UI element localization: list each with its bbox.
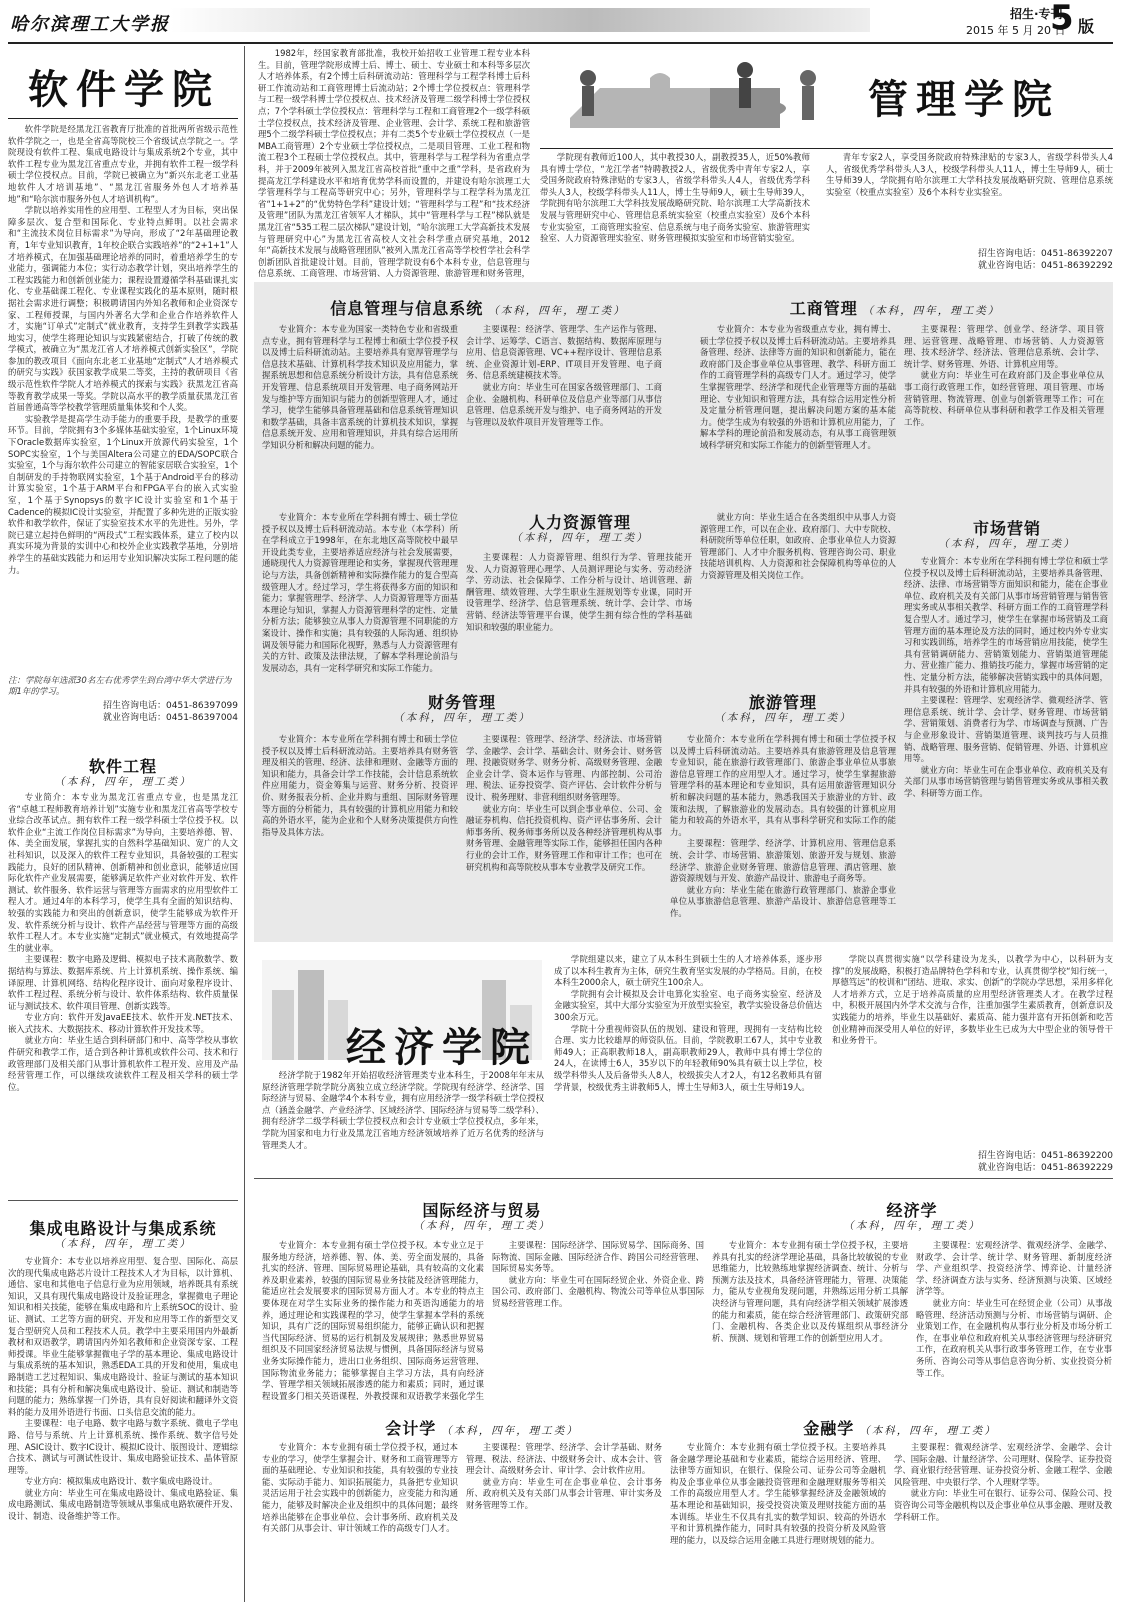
- se-paragraph: 专业方向：软件开发JavaEE技术、软件开发.NET技术、嵌入式技术、大数据技术、移动计算软件开发技术等。: [8, 1012, 238, 1034]
- accounting-body-2: [466, 1442, 662, 1598]
- economics-admission-phone: 招生咨询电话：0451-86392200: [978, 1151, 1113, 1161]
- finance-mgmt-body-2: [466, 734, 662, 938]
- software-college-intro: [8, 124, 238, 672]
- software-paragraph: 实验教学是提高学生动手能力的重要手段，是教学的重要环节。目前，学院拥有3个多媒体基础实验室，1个Linux环境下Oracle数据库实验室，1个Linux开放源代码实验室，1个SOPC实验室，1个与美国Altera公司建立的EDA/SOPC联合实验室，1个与海尔软件公司建立的智能家居联合实验室，1个自制研发的手持物联网实验室，1个基于Android平台的移动计算实验室，1个基于ARM平台和FPGA平台的嵌入式实验室，1个基于Synopsys的数字IC设计实验室和1个基于Cadence的模拟IC设计实验室，并配置了多种先进的正版实验软件和教学软件，保证了实验室技术水平的先进性。另外，学院已建立起持色鲜明的“两段式”工程实践体系，建立了校内以真实环境为背景的实训中心和校外企业实践教学基地，分别培养学生的基础实践能力和运用专业知识解决实际工程问题的能力。: [8, 413, 238, 575]
- hr-mgmt-body-2: [466, 552, 692, 676]
- accounting-title: 会计学: [385, 1419, 437, 1438]
- ic-design-subtitle: （本科，四年，理工类）: [54, 1238, 192, 1250]
- hr-mgmt-paragraph: 专业简介：本专业所在学科拥有博士、硕士学位授予权以及博士后科研流动站。本专业（本学科）所在学科成立于1998年，在东北地区高等院校中最早开设此类专业，主要培养适应经济与社会发展需要，通晓现代人力资源管理理论和实务，掌握现代管理理论与方法，具备创新精神和实际操作能力的复合型高级管理人才。经过学习，学生将获得多方面的知识和能力；掌握管理学、经济学、人力资源管理等方面基本理论与知识，掌握人力资源管理科学的定性、定量分析方法；能够独立从事人力资源管理不同职能的方案设计、操作和实施；具有较强的人际沟通、组织协调及领导能力和国际化视野，熟悉与人力资源管理有关的方针、政策及法律法规，了解本学科理论前沿与发展动态，具有一定科学研究和实际工作能力。: [262, 512, 458, 673]
- management-college-title: 管理学院: [868, 76, 1060, 123]
- ic-design-body: [8, 1256, 238, 1600]
- finance-mgmt-body-1: [262, 734, 458, 938]
- business-admin-body-1: [700, 324, 896, 482]
- management-intro-paragraph: 1982年，经国家教育部批准，我校开始招收工业管理工程专业本科生。目前，管理学院形成博士后、博士、硕士、专业硕士和本科等多层次人才培养体系，有2个博士后科研流动站：管理科学与工程学科博士后科研工作流动站和工商管理博士后流动站；2个博士学位授权点：管理科学与工程一级学科博士学位授权点、技术经济及管理二级学科博士学位授权点；7个学科硕士学位授权点：管理科学与工程和工商管理2个一级学科硕士学位授权点，技术经济及管理、企业管理、会计学、系统工程和旅游管理5个二级学科硕士学位授权点；并有二类5个专业硕士学位授权点（一是MBA工商管理）2个专业硕士学位授权点，二是项目管理、工业工程和物流工程3个工程硕士学位授权点。其中，管理科学与工程学科为省重点学科，并于2009年被列入黑龙江省高校首批“重中之重”学科，是省政府为提高龙江学科建设水平和培育优势学科而设置的，并建设有哈尔滨理工大学管理科学与工程高等研究中心；另外，管理科学与工程学科为黑龙江省“1+1+2”的“优势特色学科”建设计划；“管理科学与工程”和“技术经济及管理”团队为黑龙江省领军人才梯队，其中“管理科学与工程”梯队就是黑龙江省“535工程二层次梯队”建设计划，“哈尔滨理工大学高新技术发展与管理研究中心”为黑龙江省高校人文社会科学重点研究基地，2012年“高新技术发展与战略管理团队”被列入黑龙江省高等学校哲学社会科学创新团队首批建设计划。目前，管理学院设有6个本科专业，信息管理与信息系统、工商管理、市场营销、人力资源管理、旅游管理和财务管理，: [258, 48, 530, 278]
- info-mgmt-body-2: [466, 324, 662, 482]
- finance-paragraph: 专业简介：本专业拥有硕士学位授予权。主要培养具备金融学理论基础和专业素质，能综合运用经济、管理、法律等方面知识，在银行、保险公司、证券公司等金融机构及企事业单位从事金融投资管理和金融理财服务等相关工作的高级应用型人才。学生能够掌握经济及金融领域的基本理论和基础知识，接受投资决策及理财技能方面的基本训练。毕业生不仅具有扎实的数学知识、较高的外语水平和计算机操作能力，同时具有较强的投资分析及风险管理的能力，以及综合运用金融工具进行理财规划的能力。: [670, 1442, 886, 1545]
- marketing-paragraph: 就业方向：毕业生可在企事业单位、政府机关及有关部门从事市场营销管理与销售管理实务或从事相关教学、科研等方面工作。: [904, 764, 1108, 798]
- ic-design-title: 集成电路设计与集成系统: [29, 1219, 217, 1238]
- tourism-mgmt-title: 旅游管理: [748, 693, 817, 712]
- accounting-paragraph: 主要课程：管理学、经济学、会计学基础、财务管理、税法、经济法、中级财务会计、成本会计、管理会计、高级财务会计、审计学、会计软件应用。: [466, 1442, 662, 1476]
- economics-major-paragraph: 就业方向：毕业生可在经贸企业（公司）从事战略管理、经济活动预测与分析、市场营销与调研、企业策划工作，在金融机构从事行业分析及市场分析工作，在事业单位和政府机关从事经济管理与经济研究工作，在政府机关从事行政事务管理工作，在专业事务所、咨询公司等从事信息咨询分析、实业投资分析等工作。: [916, 1297, 1112, 1378]
- se-paragraph: 专业简介：本专业为黑龙江省重点专业，也是黑龙江省“卓越工程师教育培养计划”实施专业和黑龙江省高等学校专业综合改革试点。拥有软件工程一级学科硕士学位授予权。以软件企业“主流工作岗位目标需求”为导向，主要培养德、智、体、美全面发展，掌握扎实的自然科学基础知识、宽广的人文社科知识，以及深入的软件工程专业知识，具备较强的工程实践能力，良好的团队精神、创新精神和创业意识，能够适应国际化软件产业发展需要，能够满足软件产业对软件开发、软件测试、软件服务、软件运营与管理等方面需求的应用型软件工程人才。通过4年的本科学习，使学生具有全面的知识结构、较强的实践能力和突出的创新意识，使学生能够成为软件开发、软件系统分析与设计、软件产品经营与管理等方面的高级软件工程人才。本专业实施“定制式”就业模式，有效地提高学生的就业率。: [8, 792, 238, 953]
- economics-intro-col2: [554, 954, 822, 1174]
- intl-trade-paragraph: 专业简介：本专业拥有硕士学位授予权。本专业立足于服务地方经济，培养德、智、体、美、劳全面发展的，具备扎实的经济、管理、国际贸易理论基础，具有较高的文化素养及职业素养，较强的国际贸易业务技能及经济管理能力，能适应社会发展要求的国际贸易方面人才。本专业的特点主要体现在对学生实际业务的操作能力和英语沟通能力的培养，通过理论和实践课程的学习，使学生掌握本学科的系统知识，具有广泛的国际贸易组织能力，能够正确认识和把握当代国际经济、贸易的运行机制及发展规律；熟悉世界贸易组织及不同国家经济贸易法规与惯例，具备国际经济与贸易业务实际操作能力，进出口业务组织、国际商务运营管理、国际物流业务能力；能够掌握自主学习方法，具有向经济学、管理学相关领域拓展渗透的能力和素质；同时，通过课程设置多门相关英语课程，外教授课和双语教学来强化学生: [262, 1240, 484, 1400]
- economics-programs-rule: [254, 1178, 1113, 1179]
- puzzle-figures-icon: [540, 48, 840, 148]
- finance-heading: [690, 1416, 1110, 1439]
- intl-trade-paragraph: 主要课程：国际经济学、国际贸易学、国际商务、国际物流、国际金融、国际经济合作、跨国公司经营管理、国际贸易实务等。: [492, 1240, 704, 1274]
- tourism-mgmt-paragraph: 专业简介：本专业所在学科拥有博士和硕士学位授予权以及博士后科研流动站。主要培养具有旅游管理及信息管理专业知识，能在旅游行政管理部门、旅游企事业单位从事旅游信息管理工作的应用型人才。通过学习，使学生掌握旅游管理学科的基本理论和专业知识，具有运用旅游管理知识分析和解决问题的基本能力，熟悉我国关于旅游业的方针、政策和法规，了解旅游业的发展动态。具有较强的计算机应用能力和较高的外语水平，具有从事科学研究和实际工作的能力。: [670, 734, 896, 837]
- intl-trade-title: 国际经济与贸易: [422, 1201, 542, 1220]
- info-mgmt-paragraph: 就业方向：毕业生可在国家各级管理部门、工商企业、金融机构、科研单位及信息产业等部门从事信息管理、信息系统开发与维护、电子商务网站的开发与管理以及软件项目开发管理等工作。: [466, 381, 662, 427]
- software-contacts: [8, 700, 238, 724]
- accounting-body-1: [262, 1442, 458, 1598]
- management-intro-col3: [826, 152, 1113, 238]
- software-engineering-subtitle: （本科，四年，理工类）: [54, 776, 192, 788]
- economics-major-title: 经济学: [886, 1201, 938, 1220]
- economics-employment-phone: 就业咨询电话：0451-86392229: [978, 1163, 1113, 1173]
- finance-mgmt-paragraph: 主要课程：管理学、经济学、经济法、市场营销学、金融学、会计学、基础会计、财务会计、财务管理、投融资财务学、财务分析、高级财务管理、金融企业会计学、资本运作与管理、内部控制、公司治理、税法、证券投资学、资产评估、会计软件分析与设计、税务理财、非营利组织财务管理等。: [466, 734, 662, 802]
- page-suffix: 版: [1078, 17, 1095, 36]
- business-admin-paragraph: 就业方向：毕业生可在政府部门及企事业单位从事工商行政管理工作，如经营管理、项目管理、市场营销管理、物流管理、创业与创新管理等工作；可在高等院校、科研单位从事科研和教学工作及相关管理工作。: [904, 370, 1104, 427]
- finance-mgmt-paragraph: 专业简介：本专业所在学科拥有博士和硕士学位授予权以及博士后科研流动站。主要培养具有财务管理及相关的管理、经济、法律和理财、金融等方面的知识和能力，具备会计学工作技能，会计信息系统软件应用能力，资金筹集与运营、财务分析、投资评价、财务报表分析、企业并购与重组、国际财务管理等方面的分析能力，具有较强的计算机应用能力和较高的外语水平，能为企业和个人财务决策提供方向性指导及具体方法。: [262, 734, 458, 837]
- management-intro-col2: [540, 152, 810, 280]
- marketing-title: 市场营销: [972, 519, 1041, 538]
- finance-title: 金融学: [803, 1419, 855, 1438]
- finance-mgmt-paragraph: 就业方向：毕业生可以到企事业单位、公司、金融证券机构、信托投资机构、资产评估事务所、会计师事务所、税务师事务所以及各种经济管理机构从事财务管理、金融管理等实际工作，能够担任国内各种行业的会计工作，财务管理工作和审计工作；也可在研究机构和高等院校从事本专业教学及研究工作。: [466, 803, 662, 872]
- ic-paragraph: 专业方向：模拟集成电路设计、数字集成电路设计。: [24, 1476, 218, 1487]
- finance-paragraph: 主要课程：微观经济学、宏观经济学、金融学、会计学、国际金融、计量经济学、公司理财、保险学、证券投资学、商业银行经营管理、证券投资分析、金融工程学、金融风险管理、中央银行学、个人理财学等。: [894, 1442, 1112, 1487]
- masthead-rule: [8, 42, 1113, 44]
- economics-intro-col1: [262, 1070, 544, 1176]
- masthead-center-bar: [170, 8, 870, 32]
- economics-contacts: [832, 1150, 1113, 1174]
- business-admin-subtitle: （本科，四年，理工类）: [862, 305, 1001, 317]
- software-note: 注：学院每年选派30名左右优秀学生到台湾中华大学进行为期1年的学习。: [8, 676, 232, 697]
- software-employment-phone: 就业咨询电话：0451-86397004: [103, 713, 238, 723]
- accounting-paragraph: 专业简介：本专业拥有硕士学位授予权，通过本专业的学习，使学生掌握会计、财务和工商管理等方面的基础理论、专业知识和技能，具有较强的专业技能、实际动手能力、知识拓展能力，具备把专业知识灵活运用于社会实践中的创新能力，应变能力和沟通能力，能够及时解决企业及组织中的具体问题；最终培养出能够在企事业单位、会计事务所、政府机关及有关部门从事会计、审计领域工作的高级专门人才。: [262, 1442, 458, 1534]
- management-title-rule: [540, 148, 1113, 149]
- info-mgmt-subtitle: （本科，四年，理工类）: [488, 305, 626, 317]
- accounting-heading: [262, 1416, 702, 1439]
- info-mgmt-heading: [258, 296, 698, 319]
- software-college-title: 软件学院: [28, 66, 220, 113]
- ic-paragraph: 专业简介：本专业以培养应用型、复合型、国际化、高层次的现代集成电路芯片设计工程技术人才为目标，以计算机、通信、家电和其他电子信息行业为应用领域，培养既具有系统知识，又具有现代集成电路设计及验证理念，掌握微电子理论知识和相关技能，能够在集成电路和片上系统SOC的设计、验证、测试、工艺等方面的研究、开发和应用等工作的新型交叉复合型研究人员和工程技术人员。教学中主要采用国内外最新教材和双语教学，聘请国内外知名教师和企业资深专家、工程师授课。毕业生能够掌握微电子学的基本理论、集成电路设计与集成系统的基本知识，熟悉EDA工具的开发和使用，集成电路制造工艺过程知识、集成电路设计、验证与测试的基本知识和技能；具有分析和解决集成电路设计、验证、测试和制造等问题的能力；熟练掌握一门外语，具有良好阅读和翻译外文资料的能力及用外语进行书面、口头信息交流的能力。: [8, 1256, 238, 1417]
- software-title-rule: [8, 118, 238, 119]
- info-mgmt-paragraph: 主要课程：经济学、管理学、生产运作与管理、会计学、运筹学、C语言、数据结构、数据库原理与应用、信息资源管理、VC++程序设计、管理信息系统、企业资源计划-ERP、IT项目开发管理、电子商务、信息系统建模技术等。: [466, 324, 662, 381]
- issue-date: 2015 年 5 月 20 日: [966, 24, 1066, 37]
- software-paragraph: 软件学院是经黑龙江省教育厅批准的首批两所省级示范性软件学院之一，也是全省高等院校三个省级试点学院之一。学院现设有软件工程、集成电路设计与集成系统2个专业，其中软件工程专业为黑龙江省重点专业，并拥有软件工程一级学科硕士学位授权点。目前，学院已被确立为“新兴东北老工业基地软件人才培训基地”、“黑龙江省服务外包人才培养基地”和“哈尔滨市服务外包人才培训机构”。: [8, 124, 238, 204]
- software-paragraph: 学院以培养实用性的应用型、工程型人才为目标，突出保障多层次、复合型和国际化、专业特点鲜明。以社会需求和“主流技术岗位目标需求”为导向，形成了“2年基础理论教育，1年专业知识教育，1年校企联合实践培养”的“2+1+1”人才培养模式，在加强基础理论培养的同时，着重培养学生的专业能力，强调能力本位；实行动态教学计划，突出培养学生的工程实践能力和创新创业能力；课程设置遵循学科基础课扎实化、专业基础课工程化、专业课程实践化的基本原则，随时根据社会需求进行调整；积极聘请国内外知名教师和企业资深专家、工程师授课，与国内外著名大学和企业合作培养软件人才，实施“订单式”定制式“就业教育，支持学生到教学实践基地实习，使学生将理论知识与实践紧密结合，打破了传统的教学模式，被确立为“黑龙江省人才培养模式创新实验区”，学院参加的教改项目《面向东北老工业基地“定制式”人才培养模式的研究与实践》获国家教学成果二等奖，主持的教研项目《省级示范性软件学院人才培养模式的探索与实践》获黑龙江省高等教育教学成果一等奖。学院以高水平的教学质量获黑龙江省首届普通高等学校教学管理质量集体奖和个人奖。: [8, 205, 238, 413]
- economics-major-body-1: [712, 1240, 908, 1404]
- intl-trade-body-1: [262, 1240, 484, 1400]
- hr-mgmt-subtitle: （本科，四年，理工类）: [511, 532, 649, 544]
- intl-trade-body-2: [492, 1240, 704, 1400]
- software-engineering-title: 软件工程: [88, 757, 157, 776]
- tourism-mgmt-body: [670, 734, 896, 938]
- intl-trade-subtitle: （本科，四年，理工类）: [413, 1220, 551, 1232]
- business-admin-paragraph: 主要课程：管理学、创业学、经济学、项目管理、运营管理、战略管理、市场营销、人力资源管理、技术经济学、经济法、管理信息系统、会计学、统计学、财务管理、外语、计算机应用等。: [904, 324, 1104, 369]
- hr-mgmt-paragraph: 就业方向：毕业生适合在各类组织中从事人力资源管理工作，可以在企业、政府部门、大中专院校、科研院所等单位任职，如政府、企事业单位人力资源管理部门、人才中介服务机构、管理咨询公司、职业技能培训机构、人力资源和社会保障机构等单位的人力资源管理及相关岗位工作。: [700, 512, 896, 580]
- ic-section-rule: [8, 1200, 238, 1201]
- economics-major-subtitle: （本科，四年，理工类）: [843, 1220, 981, 1232]
- business-admin-heading: [680, 296, 1110, 319]
- page-number: 5: [1050, 0, 1074, 38]
- economics-major-paragraph: 专业简介：本专业拥有硕士学位授予权，主要培养具有扎实的经济学理论基础，具备比较敏锐的专业思维能力，比较熟练地掌握经济调查、统计、分析与预测方法及技术，具备经济管理能力，管理、决策能力，能从专业视角发现问题，并熟练运用分析工具解决经济与管理问题，具有向经济学相关领域扩展渗透的能力和素质，能在综合经济管理部门、政策研究部门、金融机构、各类企业以及传媒组织从事经济分析、预测、规划和管理工作的创新型应用人才。: [712, 1240, 908, 1343]
- accounting-paragraph: 就业方向：毕业生可在企事业单位、会计事务所、政府机关及有关部门从事会计管理、审计实务及财务管理等工作。: [466, 1476, 662, 1510]
- tourism-mgmt-paragraph: 主要课程：管理学、经济学、计算机应用、管理信息系统、会计学、市场营销、旅游策划、旅游开发与规划、旅游经济学、旅游企业财务管理、旅游信息管理、酒店管理、旅游资源规划与开发、旅游产品设计、旅游电子商务等。: [670, 838, 896, 884]
- management-intro-paragraph: 学院现有教师近100人，其中教授30人，副教授35人，近50%教师具有博士学位，“龙江学者”特聘教授2人，省级优秀中青年专家2人，享受国务院政府特殊津贴的专家3人，省级学科带头人4人，省级优秀学科带头人3人，校级学科带头人11人，博士生导师9人，硕士生导师39人，学院拥有哈尔滨理工大学科技发展战略研究院、哈尔滨理工大学高新技术发展与管理研究中心、管理信息系统实验室（校重点实验室）及6个本科专业实验室，工商管理实验室、信息系统与电子商务实验室、旅游管理实验室、人力资源管理实验室、财务管理模拟实验室和市场营销实验室。: [540, 152, 810, 244]
- economics-major-paragraph: 主要课程：宏观经济学、微观经济学、金融学、财政学、会计学、统计学、财务管理、新制度经济学、产业组织学、投资经济学、博弈论、计量经济学、经济调查方法与实务、经济预测与决策、区域经济学等。: [916, 1240, 1112, 1297]
- masthead: [0, 0, 1121, 44]
- business-admin-body-2: [904, 324, 1104, 482]
- info-mgmt-paragraph: 专业简介：本专业为国家一类特色专业和省级重点专业，拥有管理科学与工程博士和硕士学位授予权以及博士后科研流动站。主要培养具有宽厚管理学与信息技术基础、计算机科学技术知识及应用能力，掌握系统思想和信息系统分析设计方法，具有信息系统开发管理、信息系统项目开发管理、电子商务网站开发与维护等方面知识与能力的创新型管理人才，通过学习，使学生能够具备管理基础和信息系统管理知识和数学基础，具备丰富系统的计算机技术知识，掌握信息系统开发、应用和管理知识，并具有综合运用所学知识分析和解决问题的能力。: [262, 324, 458, 450]
- economics-major-body-2: [916, 1240, 1112, 1404]
- info-mgmt-body-1: [262, 324, 458, 482]
- economics-paragraph: 学院十分重视师资队伍的规划、建设和管理，现拥有一支结构比较合理、实力比较雄厚的师资队伍。目前，学院教职工67人，其中专业教师49人；正高职教师18人，副高职教师29人，教师中具有博士学位的24人，在读博士6人，35岁以下的年轻教师90%具有硕士以上学位，校级学科带头人及后备带头人8人，校级拔尖人才2人，有12名教师具有留学背景，校级优秀主讲教师5人，博士生导师3人，硕士生导师19人。: [554, 1023, 822, 1092]
- tourism-mgmt-paragraph: 就业方向：毕业生能在旅游行政管理部门、旅游企事业单位从事旅游信息管理、旅游产品设计、旅游信息管理等工作。: [670, 884, 896, 918]
- hr-mgmt-body-1: [262, 512, 458, 676]
- hr-mgmt-body-3: [700, 512, 896, 676]
- finance-body-2: [894, 1442, 1112, 1598]
- management-intro-col1: [258, 48, 530, 278]
- business-admin-title: 工商管理: [789, 299, 858, 318]
- economics-paragraph: 经济学院于1982年开始招收经济管理类专业本科生，于2008年年末从原经济管理学院学院分离独立成立经济学院。学院现有经济学、经济学、国际经济与贸易、金融学4个本科专业，拥有应用经济学一级学科硕士学位授权点（涵盖金融学、产业经济学、区域经济学、国际经济与贸易等二级学科）、拥有经济学二级学科硕士学位授权点和会计专业硕士学位授权点，多年来，学院为国家和电力行业及黑龙江省地方经济领域培养了近万名优秀的经济与管理类人才。: [262, 1070, 544, 1150]
- ic-paragraph: 就业方向：毕业生可在集成电路设计、集成电路验证、集成电路测试、集成电路制造等领域从事集成电路软硬件开发、设计、制造、设备维护等工作。: [8, 1487, 238, 1522]
- se-paragraph: 主要课程：数字电路及逻辑、模拟电子技术离散数学、数据结构与算法、数据库系统、片上计算机系统、操作系统、编译原理、计算机网络、结构化程序设计、面向对象程序设计、软件工程过程、系统分析与设计、软件体系结构、软件质量保证与测试技术、软件项目管理、创新实践等。: [8, 954, 238, 1011]
- business-admin-paragraph: 专业简介：本专业为省级重点专业，拥有博士、硕士学位授予权以及博士后科研流动站。主要培养具备管理、经济、法律等方面的知识和创新能力，能在政府部门及企事业单位从事管理、教学、科研方面工作的工商管理学科的高级专门人才。通过学习，使学生掌握管理学、经济学和现代企业管理等方面的基础理论、专业知识和管理方法，具有综合运用定性分析及定量分析管理问题，提出解决问题方案的基本能力。使学生成为有较强的外语和计算机应用能力，了解本学科的理论前沿和发展动态，有从事工商管理领域科学研究和实际工作能力的创新型管理人才。: [700, 324, 896, 450]
- economics-paragraph: 学院组建以来，建立了从本科生到硕士生的人才培养体系，逐步形成了以本科生教育为主体，研究生教育坚实发展的办学格局。目前，在校本科生2000余人，硕士研究生100余人。: [554, 954, 822, 988]
- economics-paragraph: 学院拥有会计模拟及会计电算化实验室、电子商务实验室、经济及金融实验室，其中大部分实验室为开放型实验室，教学实验设备总价值达300余万元。: [554, 988, 822, 1022]
- software-engineering-body: [8, 792, 238, 1132]
- ic-paragraph: 主要课程：电子电路、数字电路与数字系统、微电子学电路、信号与系统、片上计算机系统、操作系统、数字信号处理、ASIC设计、数字IC设计、模拟IC设计、版图设计、逻辑综合技术、测试与可测试性设计、集成电路验证技术、晶体管原理等。: [8, 1418, 238, 1475]
- economics-intro-col3: [832, 954, 1113, 1134]
- marketing-paragraph: 主要课程：管理学、宏观经济学、微观经济学、管理信息系统、统计学、会计学、财务管理、市场营销学、营销策划、消费者行为学、市场调查与预测、广告与企业形象设计、营销渠道管理、谈判技巧与人员推销、战略管理、服务营销、促销管理、外语、计算机应用等。: [904, 695, 1108, 764]
- management-employment-phone: 就业咨询电话：0451-86392292: [978, 261, 1113, 271]
- economics-college-title: 经济学院: [346, 1024, 538, 1071]
- intl-trade-paragraph: 就业方向：毕业生可在国际经贸企业、外资企业、跨国公司、政府部门、金融机构、物流公司等单位从事国际贸易经营管理工作。: [492, 1274, 704, 1308]
- finance-body-1: [670, 1442, 886, 1598]
- paper-name: 哈尔滨理工大学报: [10, 14, 170, 35]
- marketing-body: [904, 556, 1108, 940]
- section-label: 招生·专刊: [1010, 7, 1063, 21]
- finance-subtitle: （本科，四年，理工类）: [859, 1425, 997, 1437]
- management-illustration: [540, 48, 840, 148]
- hr-mgmt-title: 人力资源管理: [528, 513, 631, 532]
- accounting-subtitle: （本科，四年，理工类）: [441, 1425, 579, 1437]
- software-admission-phone: 招生咨询电话：0451-86397099: [103, 701, 238, 711]
- hr-mgmt-paragraph: 主要课程：人力资源管理、组织行为学、管理技能开发、人力资源管理心理学、人员测评理论与实务、劳动经济学、劳动法、社会保障学、工作分析与设计、培训管理、薪酬管理、绩效管理、大学生职业生涯规划等专业课，同时开设管理学、经济学、信息管理系统、统计学、会计学、市场营销、经济法等管理平台课，使学生拥有综合性的学科基础知识和较强的职业能力。: [466, 552, 692, 632]
- management-faculty-note: 青年专家2人，享受国务院政府特殊津贴的专家3人，省级学科带头人4人，省级优秀学科带头人3人，校级学科带头人11人，博士生导师9人，硕士生导师39人，学院拥有哈尔滨理工大学科技发展战略研究院、管理信息系统实验室（校重点实验室）及6个本科专业实验室。: [826, 152, 1113, 197]
- marketing-subtitle: （本科，四年，理工类）: [938, 538, 1076, 550]
- se-paragraph: 就业方向：毕业生适合到科研部门和中、高等学校从事软件研究和教学工作，适合到各种计算机或软件公司、技术和行政管理部门及相关部门从事计算机软件工程开发、应用及产品经营管理工作，可以继续攻读软件工程及相关学科的硕士学位。: [8, 1035, 238, 1092]
- management-contacts: [826, 248, 1113, 272]
- management-admission-phone: 招生咨询电话：0451-86392207: [978, 249, 1113, 259]
- economics-paragraph: 学院以真贯彻实施“以学科建设为龙头，以教学为中心，以科研为支撑”的发展战略，积极打造品牌特色学科和专业，认真贯彻学校“知行统一，厚德笃远”的校训和“团结、进取、求实、创新”的学院办学思想，采用多样化人才培养方式，立足于培养高质量的应用型经济管理类人才。在教学过程中，积极开展国内外学术交流与合作，注重加强学生素质教育，创新意识及实践能力的培养，毕业生以基础好、素质高、能力强并富有开拓创新和吃苦创业精神而深受用人单位的好评，多数毕业生已成为大中型企业的领导骨干和业务骨干。: [832, 954, 1113, 1046]
- info-mgmt-title: 信息管理与信息系统: [330, 299, 484, 318]
- finance-paragraph: 就业方向：毕业生可在银行、证券公司、保险公司、投资咨询公司等金融机构以及企事业单位从事金融、理财及教学科研工作。: [894, 1488, 1112, 1522]
- finance-mgmt-title: 财务管理: [427, 693, 496, 712]
- left-column-rule: [244, 46, 245, 1602]
- marketing-paragraph: 专业简介：本专业所在学科拥有博士学位和硕士学位授予权以及博士后科研流动站，主要培养具备管理、经济、法律、市场营销等方面知识和能力，能在企事业单位、政府机关及有关部门从事市场营销管理与销售管理实务或从事相关教学、科研方面工作的工商管理学科复合型人才。通过学习，使学生在掌握市场营销及工商管理方面的基本理论及方法的同时，通过校内外专业实习和实践训练，培养学生的市场营销应用技能，使学生具有营销调研能力、营销策划能力、营销渠道管理能力、营业推广能力、推销技巧能力，掌握市场营销的定性、定量分析方法，能够解决营销实践中的具体问题，并具有较强的外语和计算机应用能力。: [904, 556, 1108, 694]
- tourism-mgmt-subtitle: （本科，四年，理工类）: [714, 712, 852, 724]
- finance-mgmt-subtitle: （本科，四年，理工类）: [393, 712, 531, 724]
